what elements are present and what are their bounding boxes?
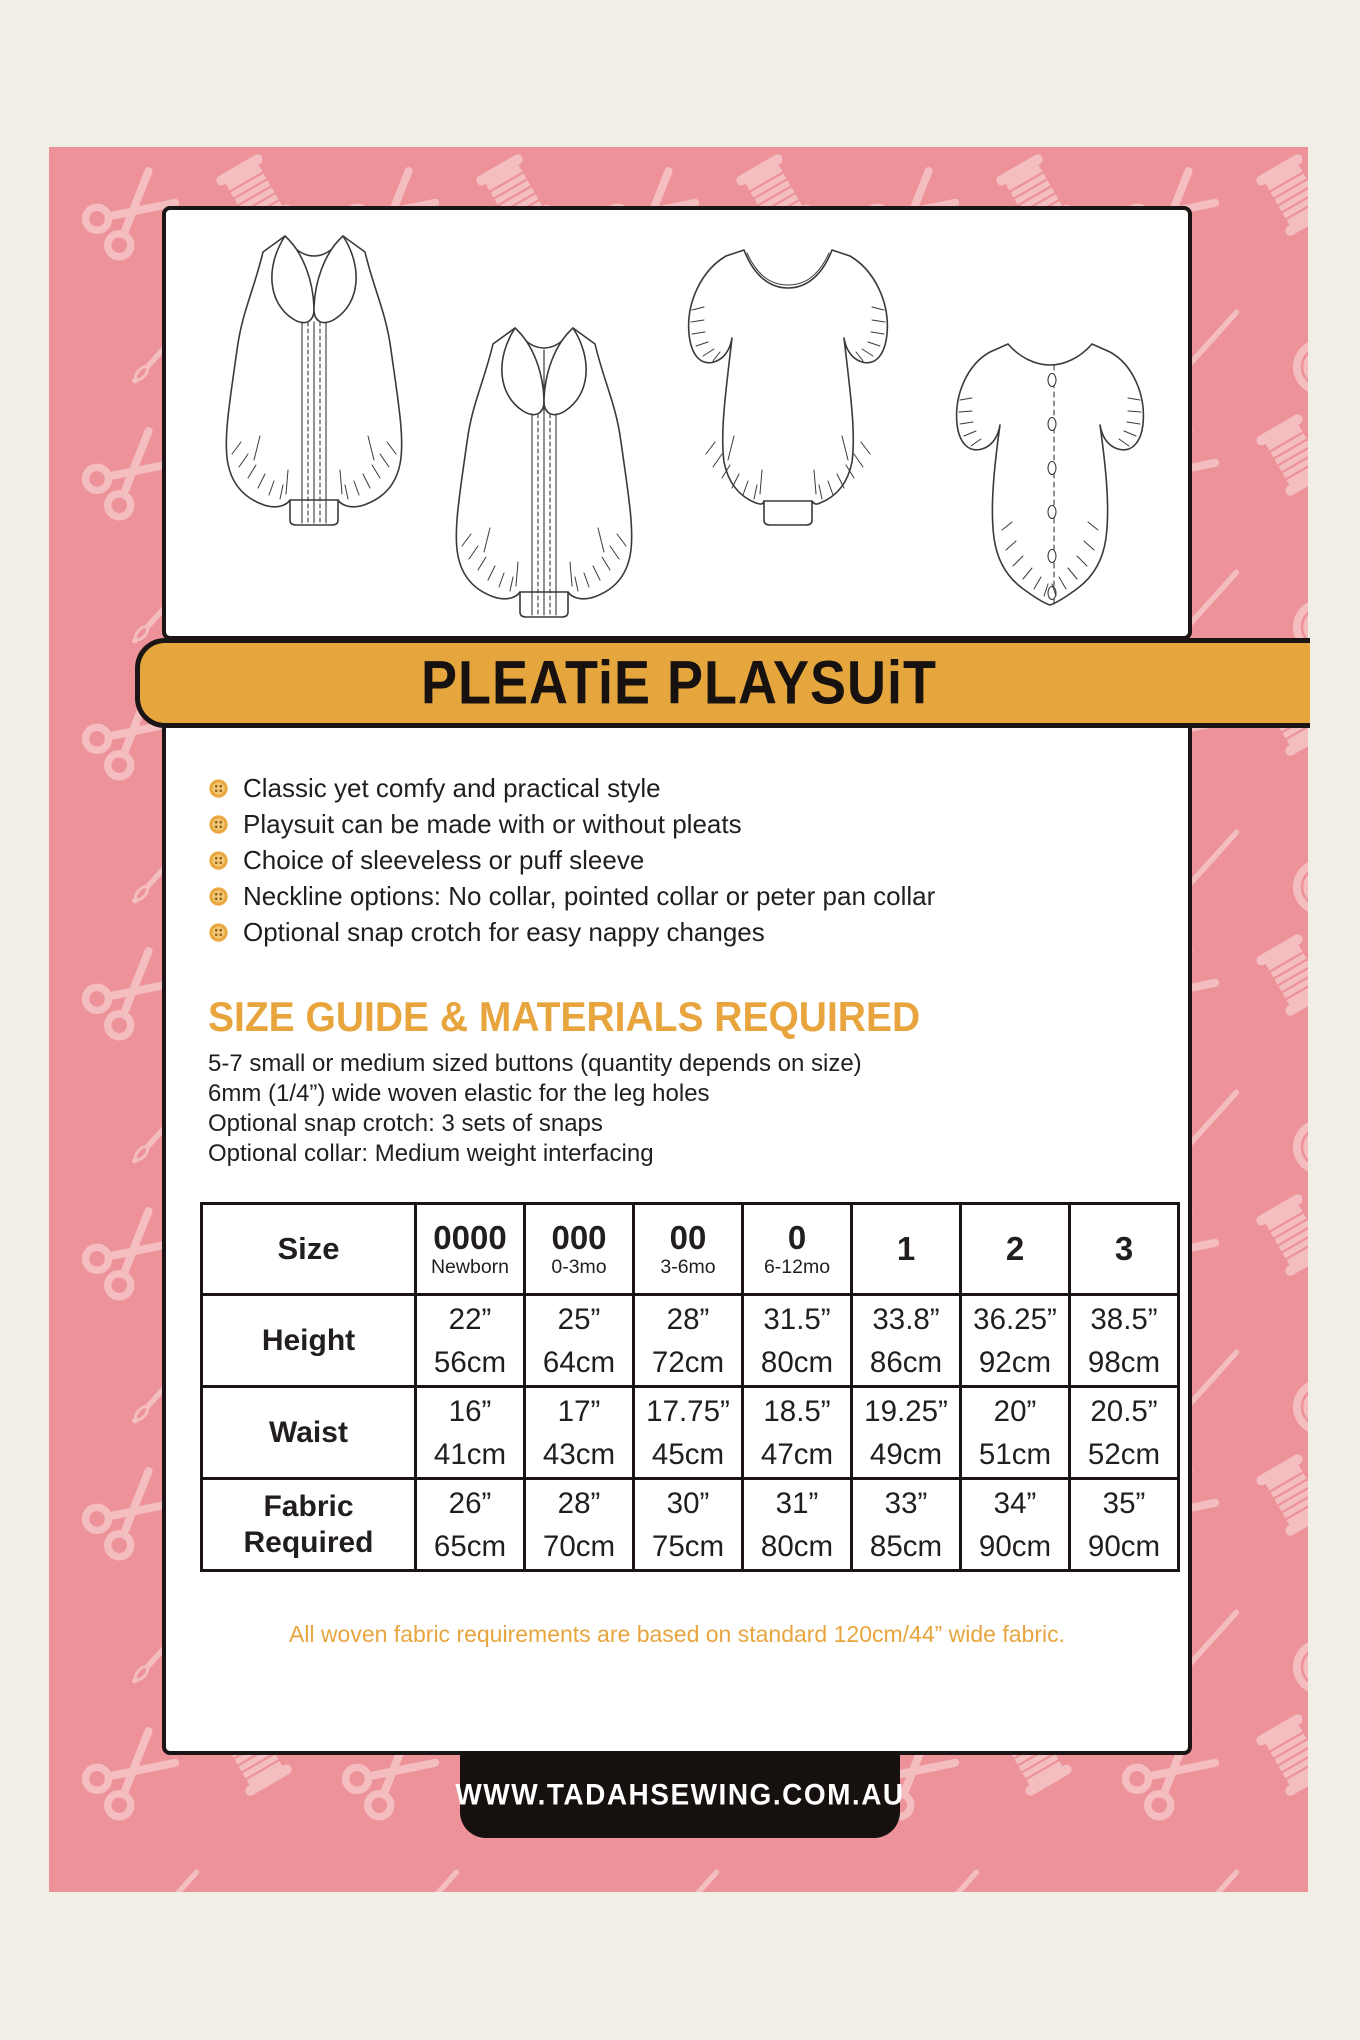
feature-item bbox=[208, 914, 935, 950]
table-cell: 33.8” 86cm bbox=[852, 1295, 961, 1387]
button-bullet-icon bbox=[208, 778, 229, 799]
feature-list bbox=[208, 770, 935, 950]
feature-text: Classic yet comfy and practical style bbox=[243, 772, 661, 803]
materials-list bbox=[208, 1049, 862, 1169]
table-cell: 18.5” 47cm bbox=[743, 1387, 852, 1479]
drawing-sleeveless-collar-front-alt bbox=[456, 328, 631, 617]
materials-line: Optional snap crotch: 3 sets of snaps bbox=[208, 1110, 603, 1137]
feature-item bbox=[208, 842, 935, 878]
size-column-header: 0000 Newborn bbox=[416, 1204, 525, 1295]
table-cell: 31.5” 80cm bbox=[743, 1295, 852, 1387]
table-cell: 33” 85cm bbox=[852, 1479, 961, 1571]
table-cell: 31” 80cm bbox=[743, 1479, 852, 1571]
table-cell: 38.5” 98cm bbox=[1070, 1295, 1179, 1387]
table-cell: 34” 90cm bbox=[961, 1479, 1070, 1571]
table-cell: 30” 75cm bbox=[634, 1479, 743, 1571]
size-column-header: 0 6-12mo bbox=[743, 1204, 852, 1295]
table-row-height bbox=[202, 1295, 1179, 1387]
button-bullet-icon bbox=[208, 850, 229, 871]
table-cell: 22” 56cm bbox=[416, 1295, 525, 1387]
table-cell: 35” 90cm bbox=[1070, 1479, 1179, 1571]
row-label: Height bbox=[202, 1295, 416, 1387]
technical-drawings-panel bbox=[162, 206, 1192, 640]
table-cell: 19.25” 49cm bbox=[852, 1387, 961, 1479]
feature-text: Choice of sleeveless or puff sleeve bbox=[243, 844, 645, 875]
size-column-header: 2 bbox=[961, 1204, 1070, 1295]
fabric-note: All woven fabric requirements are based on standard 120cm/44” wide fabric. bbox=[288, 1621, 1065, 1647]
materials-line: Optional collar: Medium weight interfacing bbox=[208, 1140, 654, 1167]
table-cell: 28” 72cm bbox=[634, 1295, 743, 1387]
drawing-sleeveless-collar-front bbox=[226, 236, 401, 525]
table-row-waist bbox=[202, 1387, 1179, 1479]
feature-item bbox=[208, 878, 935, 914]
size-column-header: 00 3-6mo bbox=[634, 1204, 743, 1295]
feature-item bbox=[208, 770, 935, 806]
row-label: Fabric Required bbox=[202, 1479, 416, 1571]
feature-text: Optional snap crotch for easy nappy changes bbox=[243, 916, 765, 947]
table-cell: 28” 70cm bbox=[525, 1479, 634, 1571]
size-header-cell: Size bbox=[202, 1204, 416, 1295]
size-guide-heading: SIZE GUIDE & MATERIALS REQUIRED bbox=[208, 994, 921, 1041]
table-cell: 20” 51cm bbox=[961, 1387, 1070, 1479]
playsuit-technical-drawings bbox=[166, 210, 1188, 636]
table-cell: 25” 64cm bbox=[525, 1295, 634, 1387]
size-table-wrapper bbox=[200, 1202, 1180, 1572]
row-label: Waist bbox=[202, 1387, 416, 1479]
materials-line: 6mm (1/4”) wide woven elastic for the leg holes bbox=[208, 1080, 710, 1107]
button-bullet-icon bbox=[208, 922, 229, 943]
size-column-header: 1 bbox=[852, 1204, 961, 1295]
table-row-fabric bbox=[202, 1479, 1179, 1571]
materials-line: 5-7 small or medium sized buttons (quantity depends on size) bbox=[208, 1050, 862, 1077]
size-column-header: 3 bbox=[1070, 1204, 1179, 1295]
drawing-puff-sleeve-back-buttons bbox=[957, 344, 1144, 605]
title-banner bbox=[135, 638, 1310, 728]
table-cell: 36.25” 92cm bbox=[961, 1295, 1070, 1387]
feature-text: Playsuit can be made with or without pleats bbox=[243, 808, 742, 839]
feature-item bbox=[208, 806, 935, 842]
pattern-title: PLEATiE PLAYSUiT bbox=[420, 648, 938, 718]
feature-text: Neckline options: No collar, pointed collar or peter pan collar bbox=[243, 880, 936, 911]
table-header-row bbox=[202, 1204, 1179, 1295]
button-bullet-icon bbox=[208, 814, 229, 835]
size-table bbox=[200, 1202, 1180, 1572]
size-column-header: 000 0-3mo bbox=[525, 1204, 634, 1295]
website-url: WWW.TADAHSEWING.COM.AU bbox=[455, 1777, 905, 1811]
table-cell: 26” 65cm bbox=[416, 1479, 525, 1571]
info-panel bbox=[162, 660, 1192, 1755]
button-bullet-icon bbox=[208, 886, 229, 907]
table-cell: 17.75” 45cm bbox=[634, 1387, 743, 1479]
website-banner bbox=[455, 1751, 905, 1838]
drawing-puff-sleeve-front bbox=[689, 250, 888, 525]
table-cell: 16” 41cm bbox=[416, 1387, 525, 1479]
table-cell: 20.5” 52cm bbox=[1070, 1387, 1179, 1479]
table-cell: 17” 43cm bbox=[525, 1387, 634, 1479]
